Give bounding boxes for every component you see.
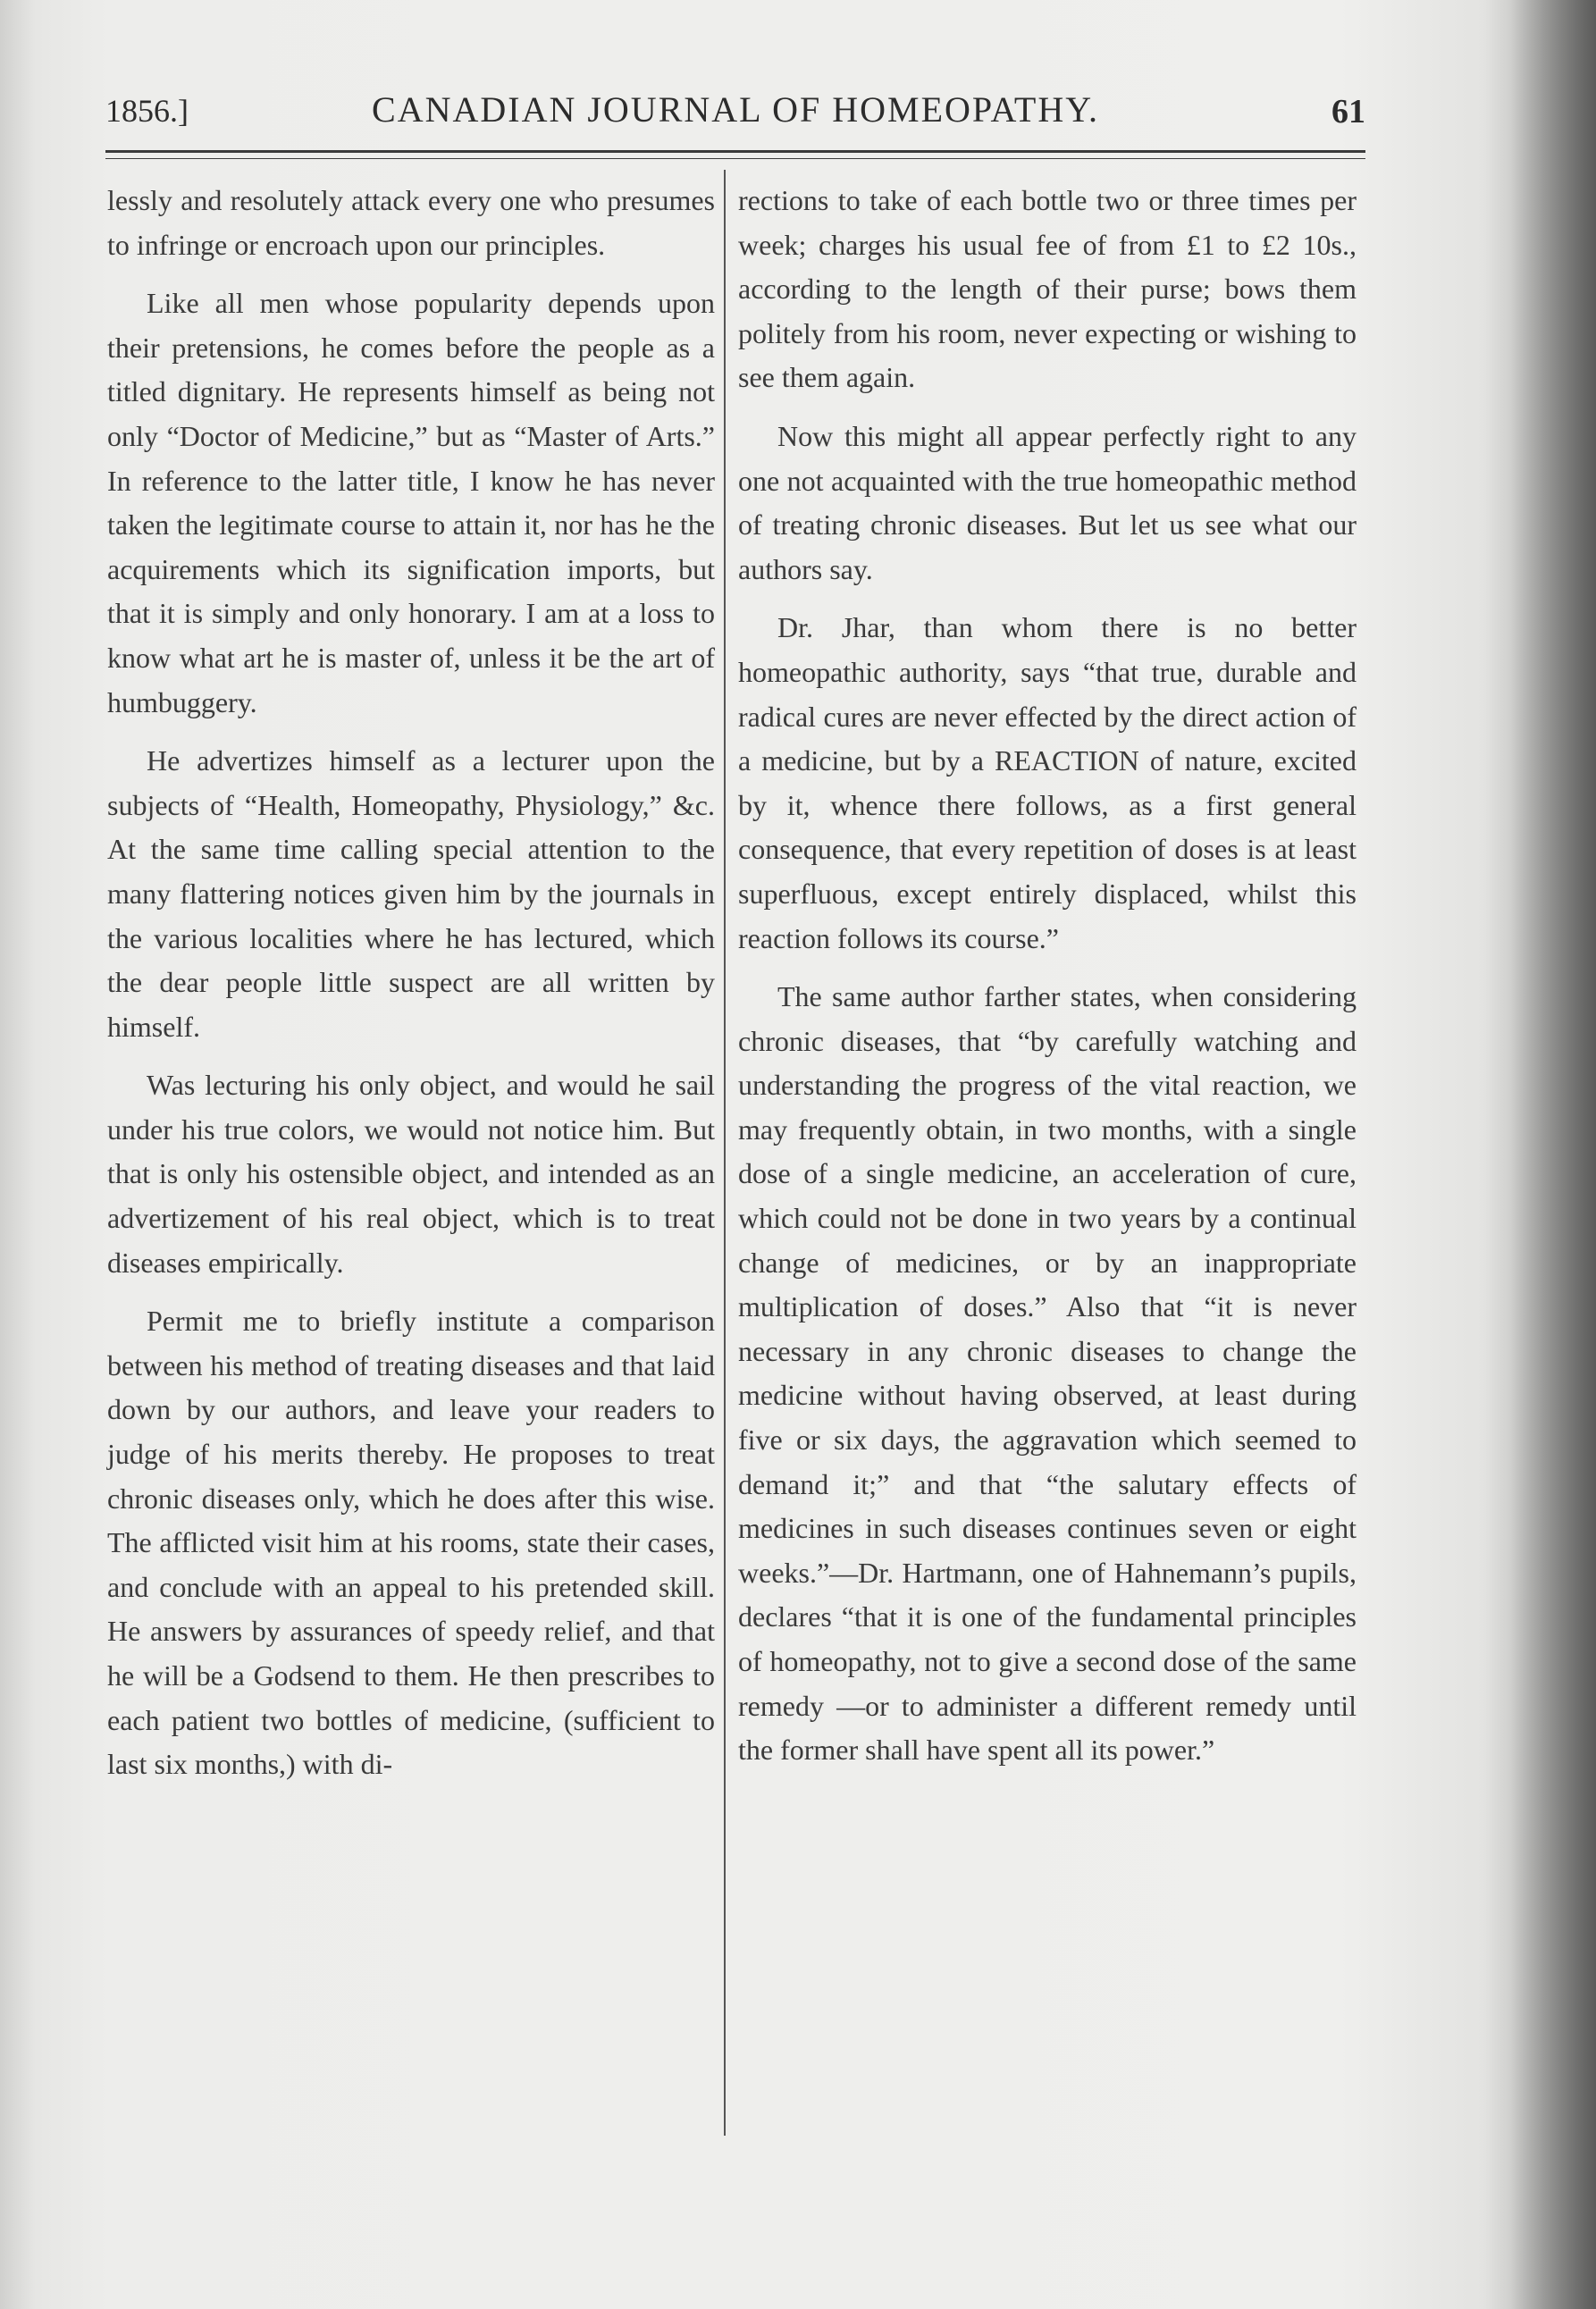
paragraph: lessly and resolutely attack every one who presumes to infringe or encroach upon our principles. [107, 184, 715, 261]
running-head-year: 1856.] [105, 93, 189, 129]
paragraph: rections to take of each bottle two or three times per week; charges his usual fee of from £1 to £2 10s., according to the length of their purse; bows them politely from his room, never expecting or wishing to see them again. [738, 184, 1357, 394]
header-rule-thin [105, 158, 1365, 159]
paragraph: Like all men whose popularity depends upon their pretensions, he comes before the people as a titled dignitary. He represents himself as being not only “Doctor of Medicine,” but as “Master of Arts.” In reference to the latter title, I know he has never taken the legitimate course to attain it, nor has he the acquirements which its signification imports, but that it is simply and only honorary. I am at a loss to know what art he is master of, unless it be the art of humbuggery. [107, 287, 715, 718]
running-head-title: CANADIAN JOURNAL OF HOMEOPATHY. [372, 89, 1099, 130]
paragraph: He advertizes himself as a lecturer upon the subjects of “Health, Homeopathy, Physiology,” &c. At the same time calling special attention to the many flattering notices given him by the journals in the various localities where he has lectured, which the dear people little suspect are all written by himself. [107, 744, 715, 1043]
left-column [107, 179, 715, 1787]
paragraph: Dr. Jhar, than whom there is no better homeopathic authority, says “that true, durable and radical cures are never effected by the direct action of a medicine, but by a REACTION of nature, excited by it, whence there follows, as a first general consequence, that every repetition of doses is at least superfluous, except entirely displaced, whilst this reaction follows its course.” [738, 611, 1357, 954]
paragraph: Was lecturing his only object, and would he sail under his true colors, we would not notice him. But that is only his ostensible object, and intended as an advertizement of his real object, which is to treat diseases empirically. [107, 1069, 715, 1279]
book-spine-shadow [1510, 0, 1596, 2309]
paragraph: The same author farther states, when considering chronic diseases, that “by carefully watching and understanding the progress of the vital reaction, we may frequently obtain, in two months, with a single dose of a single medicine, an acceleration of cure, which could not be done in two years by a continual change of medicines, or by an inappropriate multiplication of doses.” Also that “it is never necessary in any chronic diseases to change the medicine without having observed, at least during five or six days, the aggravation which seemed to demand it;” and that “the salutary effects of medicines in such diseases continues seven or eight weeks.”—Dr. Hartmann, one of Hahnemann’s pupils, declares “that it is one of the fundamental principles of homeopathy, not to give a second dose of the same remedy —or to administer a different remedy until the former shall have spent all its power.” [738, 980, 1357, 1767]
right-column [738, 179, 1357, 1773]
paragraph: Permit me to briefly institute a comparison between his method of treating diseases and that laid down by our authors, and leave your readers to judge of his merits thereby. He proposes to treat chronic diseases only, which he does after this wise. The afflicted visit him at his rooms, state their cases, and conclude with an appeal to his pretended skill. He answers by assurances of speedy relief, and that he will be a Godsend to them. He then prescribes to each patient two bottles of medicine, (sufficient to last six months,) with di- [107, 1305, 715, 1781]
page-number: 61 [1331, 93, 1365, 130]
header-rule [105, 150, 1365, 153]
paragraph: Now this might all appear perfectly right to any one not acquainted with the true homeopathic method of treating chronic diseases. But let us see what our authors say. [738, 419, 1357, 585]
column-divider [724, 170, 726, 2136]
running-head [105, 85, 1365, 139]
